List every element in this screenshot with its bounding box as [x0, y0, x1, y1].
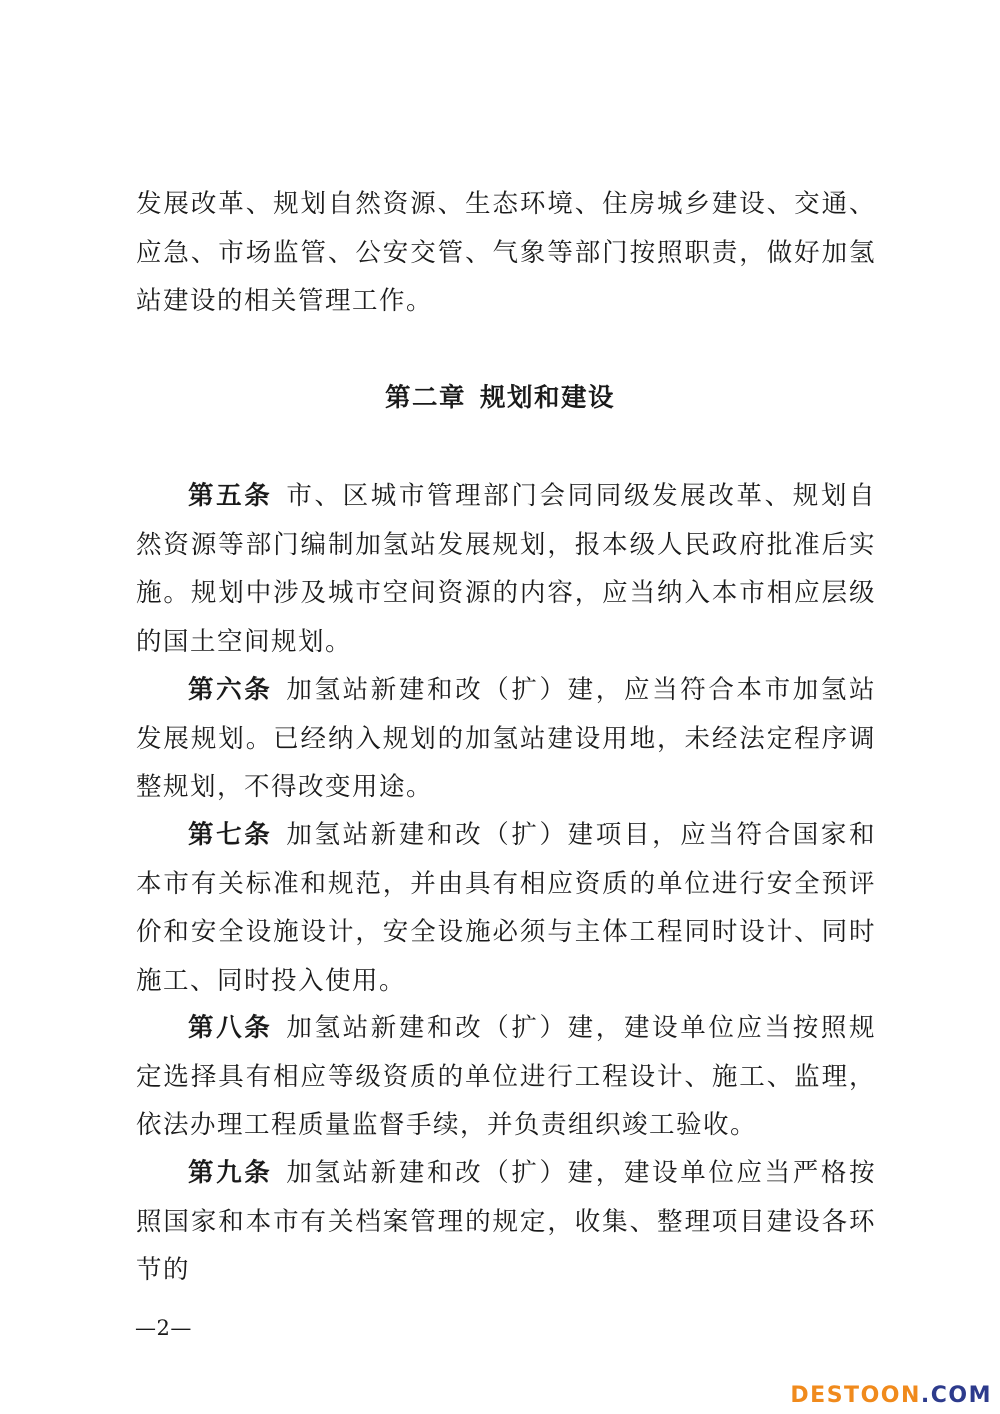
article-label: 第八条: [188, 1013, 273, 1043]
article-9: [136, 1149, 876, 1295]
article-label: 第六条: [188, 675, 273, 705]
article-5: [136, 472, 876, 666]
article-label: 第五条: [188, 481, 273, 511]
chapter-title-text: 规划和建设: [480, 383, 616, 413]
page-number: —2—: [135, 1316, 192, 1340]
watermark-logo: [790, 1383, 992, 1408]
article-text: 加氢站新建和改（扩）建，应当符合本市加氢站发展规划。已经纳入规划的加氢站建设用地，未经法定程序调整规划，不得改变用途。: [136, 675, 876, 802]
article-text: 加氢站新建和改（扩）建项目，应当符合国家和本市有关标准和规范，并由具有相应资质的单位进行安全预评价和安全设施设计，安全设施必须与主体工程同时设计、同时施工、同时投入使用。: [136, 820, 876, 996]
watermark-suffix: .COM: [920, 1383, 992, 1408]
watermark-brand: DESTOON: [790, 1383, 921, 1408]
article-text: 加氢站新建和改（扩）建，建设单位应当按照规定选择具有相应等级资质的单位进行工程设计、施工、监理，依法办理工程质量监督手续，并负责组织竣工验收。: [136, 1013, 876, 1140]
intro-paragraph: 发展改革、规划自然资源、生态环境、住房城乡建设、交通、应急、市场监管、公安交管、气象等部门按照职责，做好加氢站建设的相关管理工作。: [136, 189, 876, 316]
article-label: 第九条: [188, 1158, 273, 1188]
article-text: 市、区城市管理部门会同同级发展改革、规划自然资源等部门编制加氢站发展规划，报本级人民政府批准后实施。规划中涉及城市空间资源的内容，应当纳入本市相应层级的国土空间规划。: [136, 481, 876, 657]
chapter-number: 第二章: [384, 383, 466, 413]
article-8: [136, 1004, 876, 1150]
article-text: 加氢站新建和改（扩）建，建设单位应当严格按照国家和本市有关档案管理的规定，收集、整理项目建设各环节的: [136, 1158, 876, 1285]
article-7: [136, 811, 876, 1005]
chapter-heading: [0, 378, 1000, 414]
article-label: 第七条: [188, 820, 273, 850]
article-6: [136, 666, 876, 812]
